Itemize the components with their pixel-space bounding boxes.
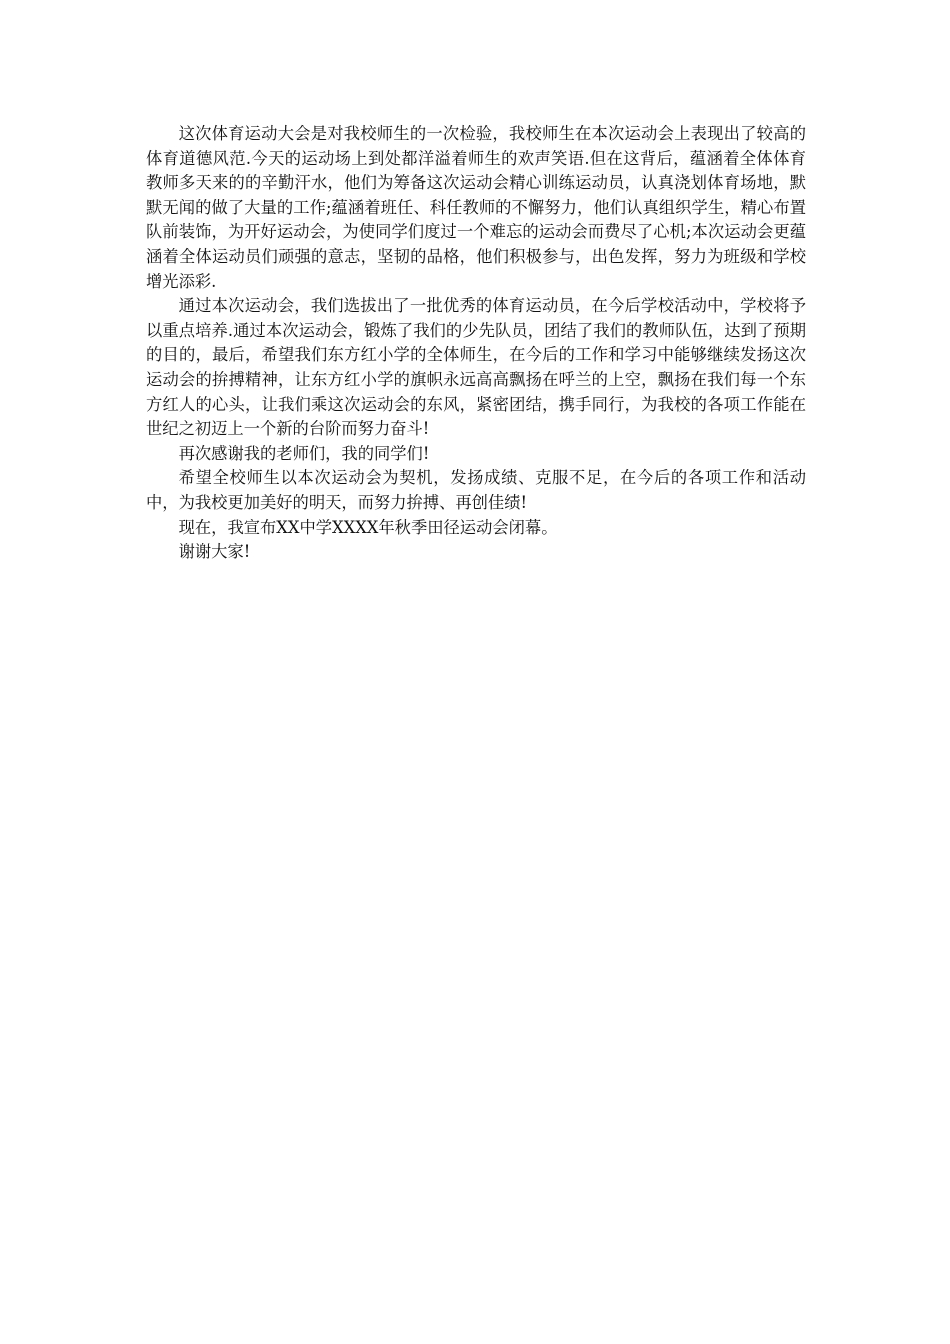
paragraph-thanks: 再次感谢我的老师们，我的同学们! (178, 443, 430, 463)
document-body (146, 122, 806, 565)
paragraph-final-thanks: 谢谢大家! (178, 542, 251, 562)
paragraph-achievements: 通过本次运动会，我们选拔出了一批优秀的体育运动员，在今后学校活动中，学校将予以重点培养.通过本次运动会，锻炼了我们的少先队员，团结了我们的教师队伍，达到了预期的目的，最后，希望我们东方红小学的全体师生，在今后的工作和学习中能够继续发扬这次运动会的拚搏精神，让东方红小学的旗帜永远高高飘扬在呼兰的上空，飘扬在我们每一个东方红人的心头，让我们乘这次运动会的东风，紧密团结，携手同行，为我校的各项工作能在世纪之初迈上一个新的台阶而努力奋斗! (146, 296, 806, 439)
paragraph-examination: 这次体育运动大会是对我校师生的一次检验，我校师生在本次运动会上表现出了较高的体育道德风范.今天的运动场上到处都洋溢着师生的欢声笑语.但在这背后，蕴涵着全体体育教师多天来的的辛勤汗水，他们为筹备这次运动会精心训练运动员，认真浇划体育场地，默默无闻的做了大量的工作;蕴涵着班任、科任教师的不懈努力，他们认真组织学生，精心布置队前装饰，为开好运动会，为使同学们度过一个难忘的运动会而费尽了心机;本次运动会更蕴涵着全体运动员们顽强的意志，坚韧的品格，他们积极参与，出色发挥，努力为班级和学校增光添彩. (146, 124, 806, 291)
paragraph-hopes: 希望全校师生以本次运动会为契机，发扬成绩、克服不足，在今后的各项工作和活动中，为我校更加美好的明天，而努力拚搏、再创佳绩! (146, 468, 806, 512)
paragraph-closing-announcement: 现在，我宣布XX中学XXXX年秋季田径运动会闭幕。 (178, 517, 558, 537)
